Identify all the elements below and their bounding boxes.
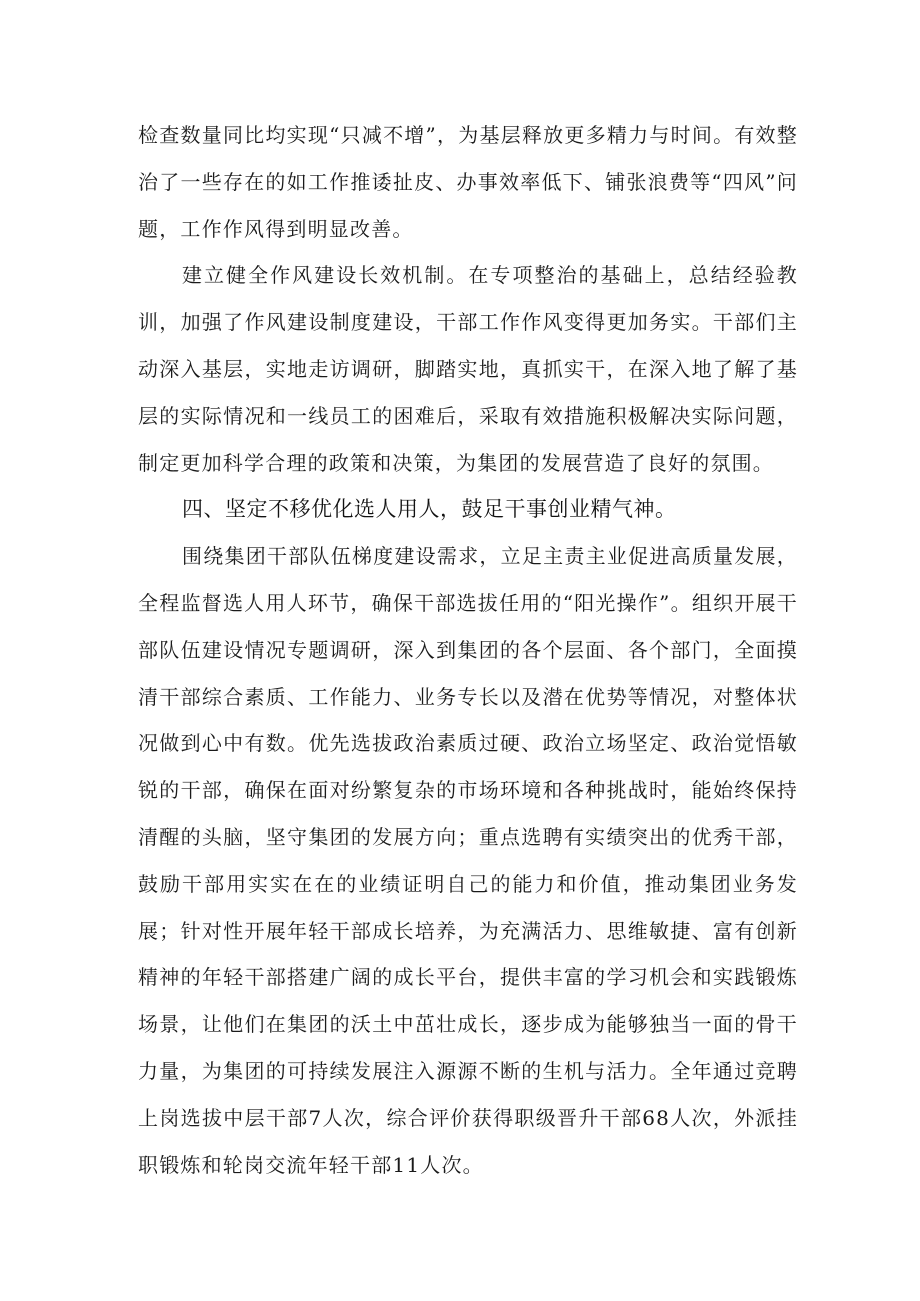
paragraph-long-term-mechanism: 建立健全作风建设长效机制。在专项整治的基础上，总结经验教训，加强了作风建设制度建设，干部工作作风变得更加务实。干部们主动深入基层，实地走访调研，脚踏实地，真抓实干，在深入地了解了基层的实际情况和一线员工的困难后，采取有效措施积极解决实际问题，制定更加科学合理的政策和决策，为集团的发展营造了良好的氛围。 [138,263,798,475]
section-heading-four: 四、坚定不移优化选人用人，鼓足干事创业精气神。 [182,497,677,522]
paragraph-work-style-results: 检查数量同比均实现“只减不增”，为基层释放更多精力与时间。有效整治了一些存在的如工作推诿扯皮、办事效率低下、铺张浪费等“四风”问题，工作作风得到明显改善。 [138,123,798,241]
document-body [138,112,798,1188]
paragraph-cadre-selection: 围绕集团干部队伍梯度建设需求，立足主责主业促进高质量发展，全程监督选人用人环节，确保干部选拔任用的“阳光操作”。组织开展干部队伍建设情况专题调研，深入到集团的各个层面、各个部门，全面摸清干部综合素质、工作能力、业务专长以及潜在优势等情况，对整体状况做到心中有数。优先选拔政治素质过硬、政治立场坚定、政治觉悟敏锐的干部，确保在面对纷繁复杂的市场环境和各种挑战时，能始终保持清醒的头脑，坚守集团的发展方向；重点选聘有实绩突出的优秀干部，鼓励干部用实实在在的业绩证明自己的能力和价值，推动集团业务发展；针对性开展年轻干部成长培养，为充满活力、思维敏捷、富有创新精神的年轻干部搭建广阔的成长平台，提供丰富的学习机会和实践锻炼场景，让他们在集团的沃土中茁壮成长，逐步成为能够独当一面的骨干力量，为集团的可持续发展注入源源不断的生机与活力。全年通过竞聘上岗选拔中层干部7人次，综合评价获得职级晋升干部68人次，外派挂职锻炼和轮岗交流年轻干部11人次。 [138,544,798,1177]
